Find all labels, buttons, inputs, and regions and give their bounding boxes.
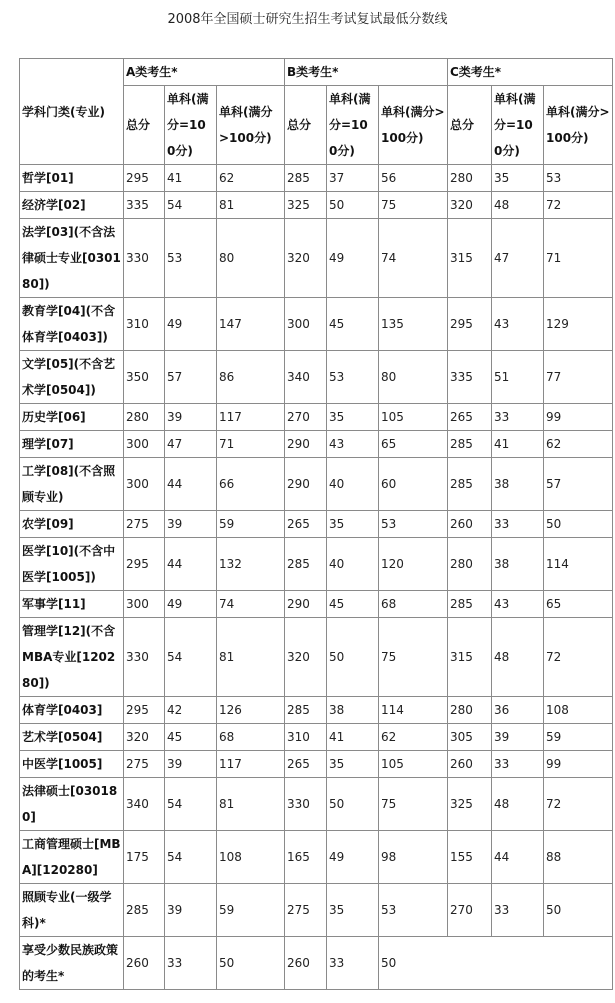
page-title: 2008年全国硕士研究生招生考试复试最低分数线	[167, 12, 448, 27]
score-cell: 59	[217, 511, 285, 538]
score-cell: 40	[327, 538, 379, 591]
table-row	[20, 219, 613, 298]
score-cell: 75	[379, 192, 448, 219]
score-cell: 50	[327, 618, 379, 697]
score-cell: 33	[327, 937, 379, 990]
subject-cell: 工商管理硕士[MBA][120280]	[20, 831, 124, 884]
score-cell: 54	[165, 778, 217, 831]
score-cell: 75	[379, 618, 448, 697]
score-cell: 120	[379, 538, 448, 591]
score-cell: 320	[285, 618, 327, 697]
score-cell: 59	[217, 884, 285, 937]
score-cell: 53	[327, 351, 379, 404]
score-cell: 290	[285, 431, 327, 458]
score-cell: 310	[285, 724, 327, 751]
score-cell: 330	[285, 778, 327, 831]
score-cell: 295	[124, 697, 165, 724]
score-cell: 33	[492, 884, 544, 937]
score-cell: 44	[165, 538, 217, 591]
score-cell: 126	[217, 697, 285, 724]
a-singlegt100-header: 单科(满分>100分)	[217, 86, 285, 165]
score-cell: 300	[124, 591, 165, 618]
score-cell: 75	[379, 778, 448, 831]
score-cell: 35	[492, 165, 544, 192]
score-cell: 265	[285, 751, 327, 778]
score-cell: 80	[379, 351, 448, 404]
score-cell: 99	[544, 751, 613, 778]
score-cell: 295	[124, 165, 165, 192]
table-row	[20, 778, 613, 831]
score-cell: 33	[492, 751, 544, 778]
score-cell: 41	[492, 431, 544, 458]
score-cell: 77	[544, 351, 613, 404]
subject-cell: 农学[09]	[20, 511, 124, 538]
score-cell: 81	[217, 778, 285, 831]
score-cell: 45	[327, 298, 379, 351]
header-row-groups	[20, 59, 613, 86]
score-cell: 40	[327, 458, 379, 511]
subject-cell: 法律硕士[030180]	[20, 778, 124, 831]
score-cell: 51	[492, 351, 544, 404]
score-cell: 50	[217, 937, 285, 990]
score-cell: 72	[544, 618, 613, 697]
score-cell: 340	[285, 351, 327, 404]
score-cell: 45	[327, 591, 379, 618]
score-cell: 114	[379, 697, 448, 724]
subject-cell: 照顾专业(一级学科)*	[20, 884, 124, 937]
score-cell: 99	[544, 404, 613, 431]
subject-cell: 经济学[02]	[20, 192, 124, 219]
score-cell: 81	[217, 192, 285, 219]
score-cell: 41	[327, 724, 379, 751]
score-cell: 33	[165, 937, 217, 990]
score-cell: 86	[217, 351, 285, 404]
score-cell: 270	[285, 404, 327, 431]
score-cell: 54	[165, 831, 217, 884]
score-cell: 290	[285, 591, 327, 618]
score-cell: 88	[544, 831, 613, 884]
score-cell: 33	[492, 404, 544, 431]
score-cell: 105	[379, 751, 448, 778]
score-cell: 117	[217, 404, 285, 431]
score-cell: 49	[165, 591, 217, 618]
score-cell: 54	[165, 192, 217, 219]
score-cell: 60	[379, 458, 448, 511]
score-cell: 66	[217, 458, 285, 511]
score-cell: 275	[285, 884, 327, 937]
score-cell: 50	[327, 192, 379, 219]
subject-cell: 中医学[1005]	[20, 751, 124, 778]
table-row	[20, 591, 613, 618]
score-cell: 315	[448, 618, 492, 697]
score-cell: 330	[124, 618, 165, 697]
score-cell: 68	[379, 591, 448, 618]
table-row	[20, 351, 613, 404]
score-cell: 41	[165, 165, 217, 192]
score-cell: 49	[327, 219, 379, 298]
subject-cell: 理学[07]	[20, 431, 124, 458]
table-row	[20, 937, 613, 990]
group-header-a: A类考生*	[124, 59, 285, 86]
score-cell: 50	[544, 884, 613, 937]
b-single100-header: 单科(满分=100分)	[327, 86, 379, 165]
score-cell: 53	[165, 219, 217, 298]
score-cell: 39	[165, 511, 217, 538]
score-cell: 36	[492, 697, 544, 724]
score-cell: 62	[544, 431, 613, 458]
score-cell: 62	[379, 724, 448, 751]
score-cell: 105	[379, 404, 448, 431]
subject-cell: 法学[03](不含法律硕士专业[030180])	[20, 219, 124, 298]
score-cell: 300	[285, 298, 327, 351]
score-cell: 49	[165, 298, 217, 351]
c-singlegt100-header: 单科(满分>100分)	[544, 86, 613, 165]
score-cell: 47	[492, 219, 544, 298]
score-cell: 155	[448, 831, 492, 884]
score-cell: 285	[285, 165, 327, 192]
subject-cell: 工学[08](不含照顾专业)	[20, 458, 124, 511]
subject-cell: 体育学[0403]	[20, 697, 124, 724]
score-cell: 290	[285, 458, 327, 511]
score-cell: 53	[379, 884, 448, 937]
score-cell: 38	[327, 697, 379, 724]
score-cell: 42	[165, 697, 217, 724]
score-cell: 57	[544, 458, 613, 511]
score-cell: 108	[544, 697, 613, 724]
c-single100-header: 单科(满分=100分)	[492, 86, 544, 165]
score-cell: 175	[124, 831, 165, 884]
score-cell: 305	[448, 724, 492, 751]
score-cell: 35	[327, 751, 379, 778]
score-cell: 81	[217, 618, 285, 697]
score-cell: 280	[124, 404, 165, 431]
score-cell: 74	[379, 219, 448, 298]
score-cell: 38	[492, 538, 544, 591]
score-cell: 38	[492, 458, 544, 511]
score-table	[19, 58, 613, 990]
score-cell: 49	[327, 831, 379, 884]
score-cell: 53	[379, 511, 448, 538]
score-cell: 37	[327, 165, 379, 192]
score-cell: 275	[124, 511, 165, 538]
score-cell: 325	[285, 192, 327, 219]
score-cell: 35	[327, 404, 379, 431]
score-cell: 285	[285, 697, 327, 724]
score-cell: 260	[448, 751, 492, 778]
table-row	[20, 431, 613, 458]
score-cell: 132	[217, 538, 285, 591]
score-cell: 39	[492, 724, 544, 751]
score-cell: 265	[285, 511, 327, 538]
score-cell: 39	[165, 751, 217, 778]
score-cell: 43	[327, 431, 379, 458]
table-row	[20, 404, 613, 431]
a-single100-header: 单科(满分=100分)	[165, 86, 217, 165]
score-cell: 285	[448, 591, 492, 618]
score-cell: 68	[217, 724, 285, 751]
score-cell: 285	[285, 538, 327, 591]
score-cell: 54	[165, 618, 217, 697]
score-cell: 71	[544, 219, 613, 298]
score-cell: 320	[448, 192, 492, 219]
score-cell: 50	[327, 778, 379, 831]
b-total-header: 总分	[285, 86, 327, 165]
score-cell: 300	[124, 431, 165, 458]
score-cell: 285	[448, 431, 492, 458]
table-row	[20, 724, 613, 751]
subject-cell: 医学[10](不含中医学[1005])	[20, 538, 124, 591]
score-cell: 48	[492, 778, 544, 831]
score-cell: 35	[327, 884, 379, 937]
score-cell: 39	[165, 404, 217, 431]
table-row	[20, 165, 613, 192]
score-cell: 300	[124, 458, 165, 511]
score-cell: 57	[165, 351, 217, 404]
score-cell: 56	[379, 165, 448, 192]
score-cell: 48	[492, 618, 544, 697]
score-cell: 350	[124, 351, 165, 404]
subject-cell: 军事学[11]	[20, 591, 124, 618]
subject-column-header: 学科门类(专业)	[20, 59, 124, 165]
score-cell: 33	[492, 511, 544, 538]
c-total-header: 总分	[448, 86, 492, 165]
subject-cell: 管理学[12](不含MBA专业[120280])	[20, 618, 124, 697]
score-cell: 325	[448, 778, 492, 831]
table-row	[20, 511, 613, 538]
score-cell: 74	[217, 591, 285, 618]
score-cell: 260	[124, 937, 165, 990]
group-header-b: B类考生*	[285, 59, 448, 86]
score-cell: 65	[379, 431, 448, 458]
score-cell: 295	[124, 538, 165, 591]
score-cell: 35	[327, 511, 379, 538]
score-cell: 62	[217, 165, 285, 192]
subject-cell: 哲学[01]	[20, 165, 124, 192]
score-cell: 72	[544, 192, 613, 219]
score-cell: 280	[448, 165, 492, 192]
score-cell: 59	[544, 724, 613, 751]
score-cell: 335	[124, 192, 165, 219]
subject-cell: 文学[05](不含艺术学[0504])	[20, 351, 124, 404]
score-cell: 50	[379, 937, 613, 990]
table-row	[20, 884, 613, 937]
table-row	[20, 697, 613, 724]
table-row	[20, 618, 613, 697]
score-cell: 129	[544, 298, 613, 351]
table-row	[20, 538, 613, 591]
score-cell: 65	[544, 591, 613, 618]
score-cell: 45	[165, 724, 217, 751]
score-cell: 330	[124, 219, 165, 298]
score-cell: 43	[492, 298, 544, 351]
subject-cell: 艺术学[0504]	[20, 724, 124, 751]
score-cell: 43	[492, 591, 544, 618]
score-cell: 53	[544, 165, 613, 192]
score-cell: 71	[217, 431, 285, 458]
table-row	[20, 458, 613, 511]
score-cell: 108	[217, 831, 285, 884]
score-cell: 280	[448, 697, 492, 724]
score-cell: 80	[217, 219, 285, 298]
table-row	[20, 831, 613, 884]
score-cell: 39	[165, 884, 217, 937]
score-cell: 270	[448, 884, 492, 937]
score-cell: 335	[448, 351, 492, 404]
score-cell: 44	[492, 831, 544, 884]
score-cell: 260	[285, 937, 327, 990]
table-row	[20, 192, 613, 219]
b-singlegt100-header: 单科(满分>100分)	[379, 86, 448, 165]
score-cell: 340	[124, 778, 165, 831]
table-row	[20, 298, 613, 351]
score-cell: 295	[448, 298, 492, 351]
a-total-header: 总分	[124, 86, 165, 165]
score-cell: 48	[492, 192, 544, 219]
score-cell: 310	[124, 298, 165, 351]
subject-cell: 教育学[04](不含体育学[0403])	[20, 298, 124, 351]
score-cell: 72	[544, 778, 613, 831]
score-cell: 320	[124, 724, 165, 751]
score-cell: 114	[544, 538, 613, 591]
score-cell: 135	[379, 298, 448, 351]
score-cell: 47	[165, 431, 217, 458]
score-cell: 117	[217, 751, 285, 778]
score-cell: 165	[285, 831, 327, 884]
score-cell: 50	[544, 511, 613, 538]
score-cell: 147	[217, 298, 285, 351]
score-cell: 285	[448, 458, 492, 511]
score-cell: 265	[448, 404, 492, 431]
score-cell: 260	[448, 511, 492, 538]
score-cell: 98	[379, 831, 448, 884]
score-cell: 275	[124, 751, 165, 778]
group-header-c: C类考生*	[448, 59, 613, 86]
score-cell: 280	[448, 538, 492, 591]
score-cell: 320	[285, 219, 327, 298]
subject-cell: 享受少数民族政策的考生*	[20, 937, 124, 990]
subject-cell: 历史学[06]	[20, 404, 124, 431]
score-cell: 44	[165, 458, 217, 511]
score-cell: 315	[448, 219, 492, 298]
table-row	[20, 751, 613, 778]
score-cell: 285	[124, 884, 165, 937]
